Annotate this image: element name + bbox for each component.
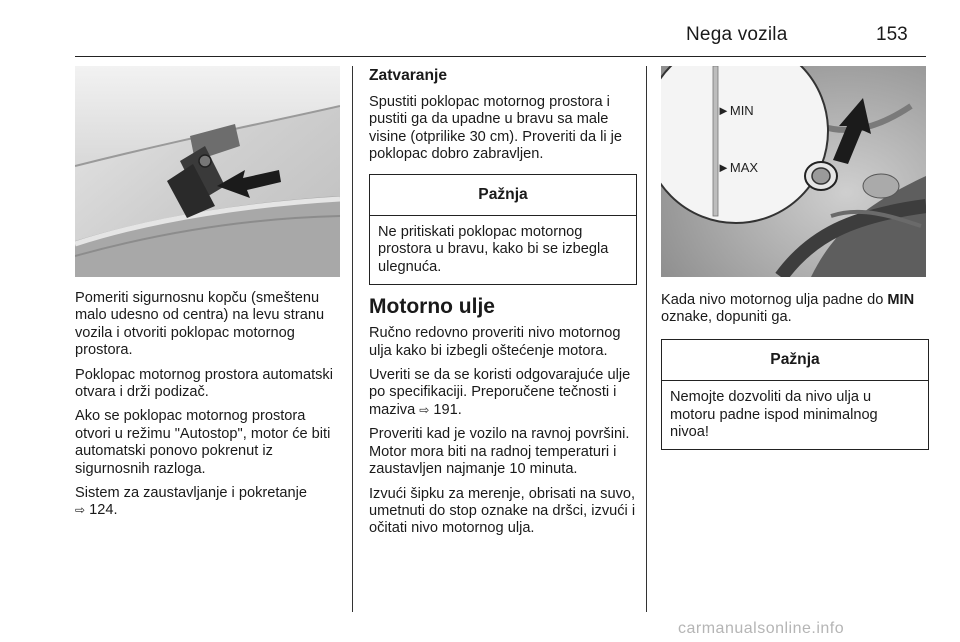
paragraph (75, 485, 343, 520)
column-divider-right (646, 66, 647, 612)
dipstick-max-label: ►MAX (717, 160, 759, 175)
paragraph-text: Uveriti se da se koristi odgovarajuće ulje po specifikaciji. Preporučene tečnosti i maziva (369, 367, 631, 418)
dipstick-min-label: ►MIN (717, 103, 754, 118)
hood-safety-catch-illustration (75, 66, 340, 277)
watermark: carmanualsonline.info (678, 620, 845, 637)
paragraph: Poklopac motornog prostora automatski otvara i drži podizač. (75, 366, 333, 401)
section-heading-engine-oil: Motorno ulje (369, 295, 495, 319)
caution-title: Pažnja (662, 340, 928, 381)
paragraph: Proveriti kad je vozilo na ravnoj površini. Motor mora biti na radnoj temperaturi i zaustavljen najmanje 10 minuta. (369, 426, 630, 478)
paragraph: Ako se poklopac motornog prostora otvori u režimu "Autostop", motor će biti automatski ponovo pokrenut iz sigurnosnih razloga. (75, 408, 331, 477)
page-reference[interactable]: 191. (433, 401, 462, 418)
column-right (661, 292, 929, 460)
paragraph: Ručno redovno proveriti nivo motornog ulja kako bi izbegli oštećenje motora. (369, 325, 621, 359)
paragraph-text: oznake, dopuniti ga. (661, 309, 792, 326)
page-number: 153 (876, 24, 908, 45)
caution-text: Nemojte dozvoliti da nivo ulja u motoru padne ispod minimalnog nivoa! (670, 389, 878, 441)
page-reference[interactable]: 124. (89, 502, 118, 519)
paragraph: Izvući šipku za merenje, obrisati na suvo, umetnuti do stop oznake na dršci, izvući i očitati nivo motornog ulja. (369, 485, 636, 537)
paragraph-text: Kada nivo motornog ulja padne do (661, 292, 884, 308)
min-mark-label: MIN (887, 292, 915, 308)
page-reference-icon: ⇨ (75, 503, 86, 518)
column-middle (369, 66, 637, 545)
paragraph (661, 292, 929, 327)
caution-text: Ne pritiskati poklopac motornog prostora u bravu, kako bi se izbegla ulegnuća. (378, 224, 609, 275)
column-divider-left (352, 66, 353, 612)
paragraph (369, 367, 637, 419)
paragraph: Pomeriti sigurnosnu kopču (smeštenu malo udesno od centra) na levu stranu vozila i otvoriti poklopac motornog prostora. (75, 290, 325, 359)
caution-box (661, 339, 929, 451)
subheading-closing: Zatvaranje (369, 67, 448, 84)
caution-box (369, 174, 637, 286)
column-left (75, 290, 343, 527)
paragraph-text: Sistem za zaustavljanje i pokretanje (75, 485, 307, 502)
paragraph: Spustiti poklopac motornog prostora i pustiti ga da upadne u bravu sa male visine (otprilike 30 cm). Proveriti da li je poklopac dobro zabravljen. (369, 94, 623, 163)
header-rule (75, 56, 926, 57)
caution-title: Pažnja (370, 175, 636, 216)
engine-oil-dipstick-illustration (661, 66, 926, 277)
page-reference-icon: ⇨ (419, 402, 430, 417)
header-title: Nega vozila (686, 24, 788, 45)
